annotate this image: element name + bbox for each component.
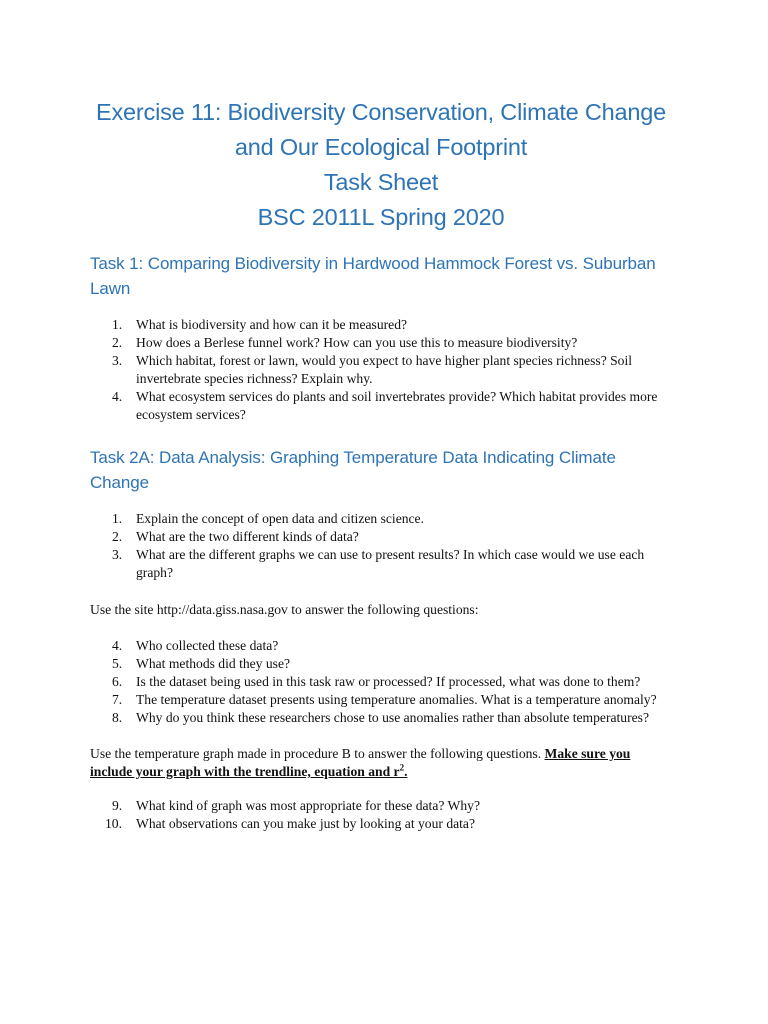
list-item: 3. Which habitat, forest or lawn, would you expect to have higher plant species richness? Soil invertebrate species richness? Explain why. bbox=[112, 353, 633, 386]
title-line-4: BSC 2011L Spring 2020 bbox=[257, 204, 505, 230]
task1-question-list bbox=[90, 316, 672, 424]
list-item: 2. How does a Berlese funnel work? How can you use this to measure biodiversity? bbox=[112, 335, 578, 350]
task2a-question-list-a bbox=[90, 510, 672, 582]
list-item: 8. Why do you think these researchers chose to use anomalies rather than absolute temperatures? bbox=[112, 710, 649, 725]
task2a-heading: Task 2A: Data Analysis: Graphing Temperature Data Indicating Climate Change bbox=[90, 448, 616, 492]
list-item: 4. Who collected these data? bbox=[112, 638, 279, 653]
list-item: 4. What ecosystem services do plants and soil invertebrates provide? Which habitat provides more ecosystem services? bbox=[112, 389, 658, 422]
list-item: 3. What are the different graphs we can use to present results? In which case would we use each graph? bbox=[112, 547, 645, 580]
list-item: 1. Explain the concept of open data and citizen science. bbox=[112, 511, 424, 526]
task2a-question-list-c bbox=[90, 797, 672, 833]
list-item: 9. What kind of graph was most appropriate for these data? Why? bbox=[112, 798, 481, 813]
list-item: 6. Is the dataset being used in this task raw or processed? If processed, what was done to them? bbox=[112, 674, 641, 689]
list-item: 5. What methods did they use? bbox=[112, 656, 291, 671]
task2a-question-list-b bbox=[90, 637, 672, 727]
graph-requirement-emphasis: Make sure you include your graph with the trendline, equation and $r^2$. bbox=[90, 746, 631, 779]
list-item: 10. What observations can you make just by looking at your data? bbox=[105, 816, 476, 831]
list-item: 2. What are the two different kinds of data? bbox=[112, 529, 359, 544]
document-title bbox=[90, 95, 672, 235]
title-line-1: Exercise 11: Biodiversity Conservation, Climate Change bbox=[96, 99, 666, 125]
title-line-3: Task Sheet bbox=[323, 169, 439, 195]
graph-instruction-paragraph: Use the temperature graph made in procedure B to answer the following questions. Make sure you include your graph with the trendline, equation and $r^2$. bbox=[90, 746, 631, 779]
site-instruction-paragraph: Use the site http://data.giss.nasa.gov to answer the following questions: bbox=[90, 602, 479, 617]
title-line-2: and Our Ecological Footprint bbox=[234, 134, 528, 160]
task1-heading: Task 1: Comparing Biodiversity in Hardwood Hammock Forest vs. Suburban Lawn bbox=[90, 254, 656, 298]
list-item: 7. The temperature dataset presents using temperature anomalies. What is a temperature anomaly? bbox=[112, 692, 657, 707]
list-item: 1. What is biodiversity and how can it be measured? bbox=[112, 317, 408, 332]
